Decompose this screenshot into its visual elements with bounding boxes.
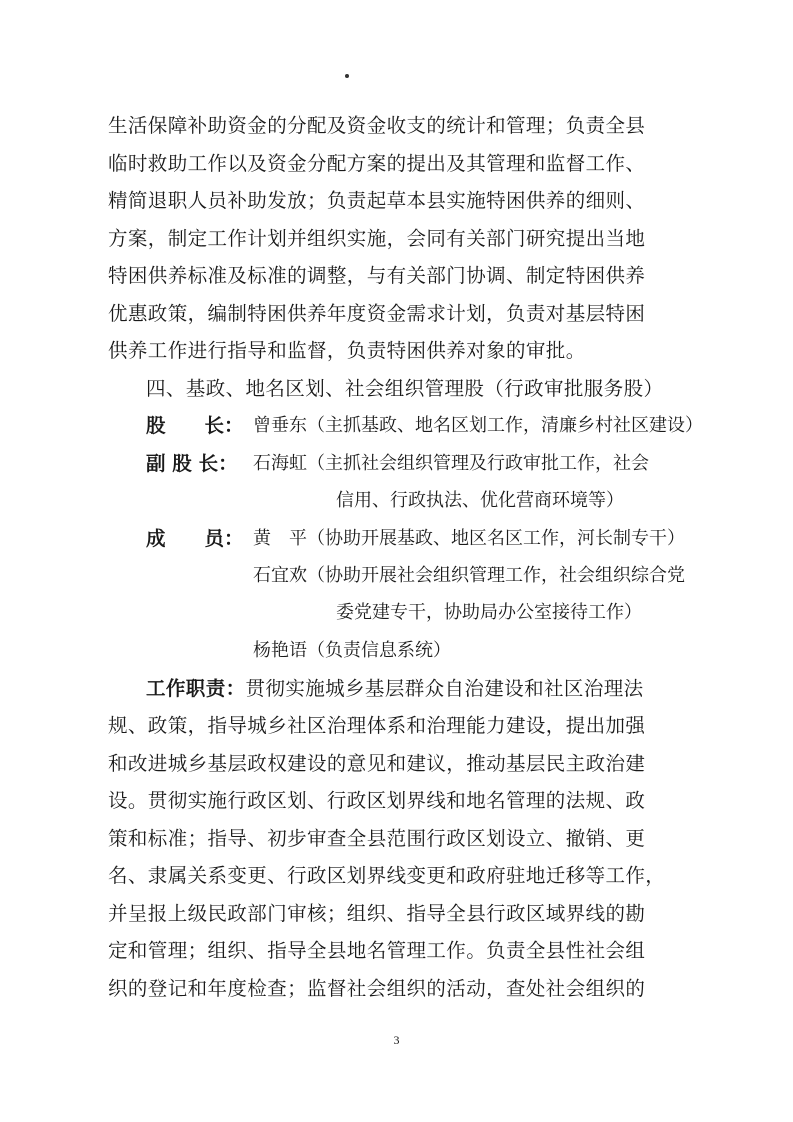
paragraph-line: 生活保障补助资金的分配及资金收支的统计和管理；负责全县	[108, 114, 646, 137]
paragraph-line: 特困供养标准及标准的调整，与有关部门协调、制定特困供养	[108, 264, 646, 287]
deputy-text-line2: 信用、行政执法、优化营商环境等）	[336, 490, 624, 511]
member-item: 黄 平（协助开展基政、地区名区工作，河长制专干）	[253, 528, 685, 549]
paragraph-line: 临时救助工作以及资金分配方案的提出及其管理和监督工作、	[108, 152, 646, 175]
scan-dot-mark	[345, 74, 349, 78]
deputy-text-line1: 石海虹（主抓社会组织管理及行政审批工作，社会	[253, 453, 649, 474]
duties-label: 工作职责：	[146, 677, 246, 700]
member-item: 杨艳语（负责信息系统）	[253, 640, 451, 661]
duties-line: 策和标准；指导、初步审查全县范围行政区划设立、撤销、更	[108, 827, 646, 850]
duties-line: 定和管理；组织、指导全县地名管理工作。负责全县性社会组	[108, 939, 646, 962]
duties-line: 设。贯彻实施行政区划、行政区划界线和地名管理的法规、政	[108, 789, 646, 812]
duties-first-text: 贯彻实施城乡基层群众自治建设和社区治理法	[245, 677, 644, 700]
member-item-continued: 委党建专干，协助局办公室接待工作）	[336, 602, 642, 623]
chief-label: 股 长：	[146, 414, 244, 437]
deputy-label: 副 股 长：	[146, 452, 238, 475]
duties-line: 名、隶属关系变更、行政区划界线变更和政府驻地迁移等工作，	[108, 864, 666, 887]
paragraph-line: 优惠政策，编制特困供养年度资金需求计划，负责对基层特困	[108, 302, 646, 325]
section-heading: 四、基政、地名区划、社会组织管理股（行政审批服务股）	[146, 377, 664, 400]
duties-first-line	[146, 676, 644, 702]
paragraph-line: 方案，制定工作计划并组织实施，会同有关部门研究提出当地	[108, 227, 646, 250]
duties-line: 织的登记和年度检查；监督社会组织的活动，查处社会组织的	[108, 977, 646, 1000]
duties-line: 规、政策，指导城乡社区治理体系和治理能力建设，提出加强	[108, 714, 646, 737]
duties-line: 并呈报上级民政部门审核；组织、指导全县行政区域界线的勘	[108, 902, 646, 925]
chief-text: 曾垂东（主抓基政、地名区划工作，清廉乡村社区建设）	[253, 415, 703, 436]
duties-line: 和改进城乡基层政权建设的意见和建议，推动基层民主政治建	[108, 752, 646, 775]
page-number: 3	[393, 1033, 400, 1047]
paragraph-line: 供养工作进行指导和监督，负责特困供养对象的审批。	[108, 339, 586, 362]
member-item: 石宜欢（协助开展社会组织管理工作，社会组织综合党	[253, 565, 685, 586]
members-label: 成 员：	[146, 527, 244, 550]
paragraph-line: 精简退职人员补助发放；负责起草本县实施特困供养的细则、	[108, 189, 646, 212]
